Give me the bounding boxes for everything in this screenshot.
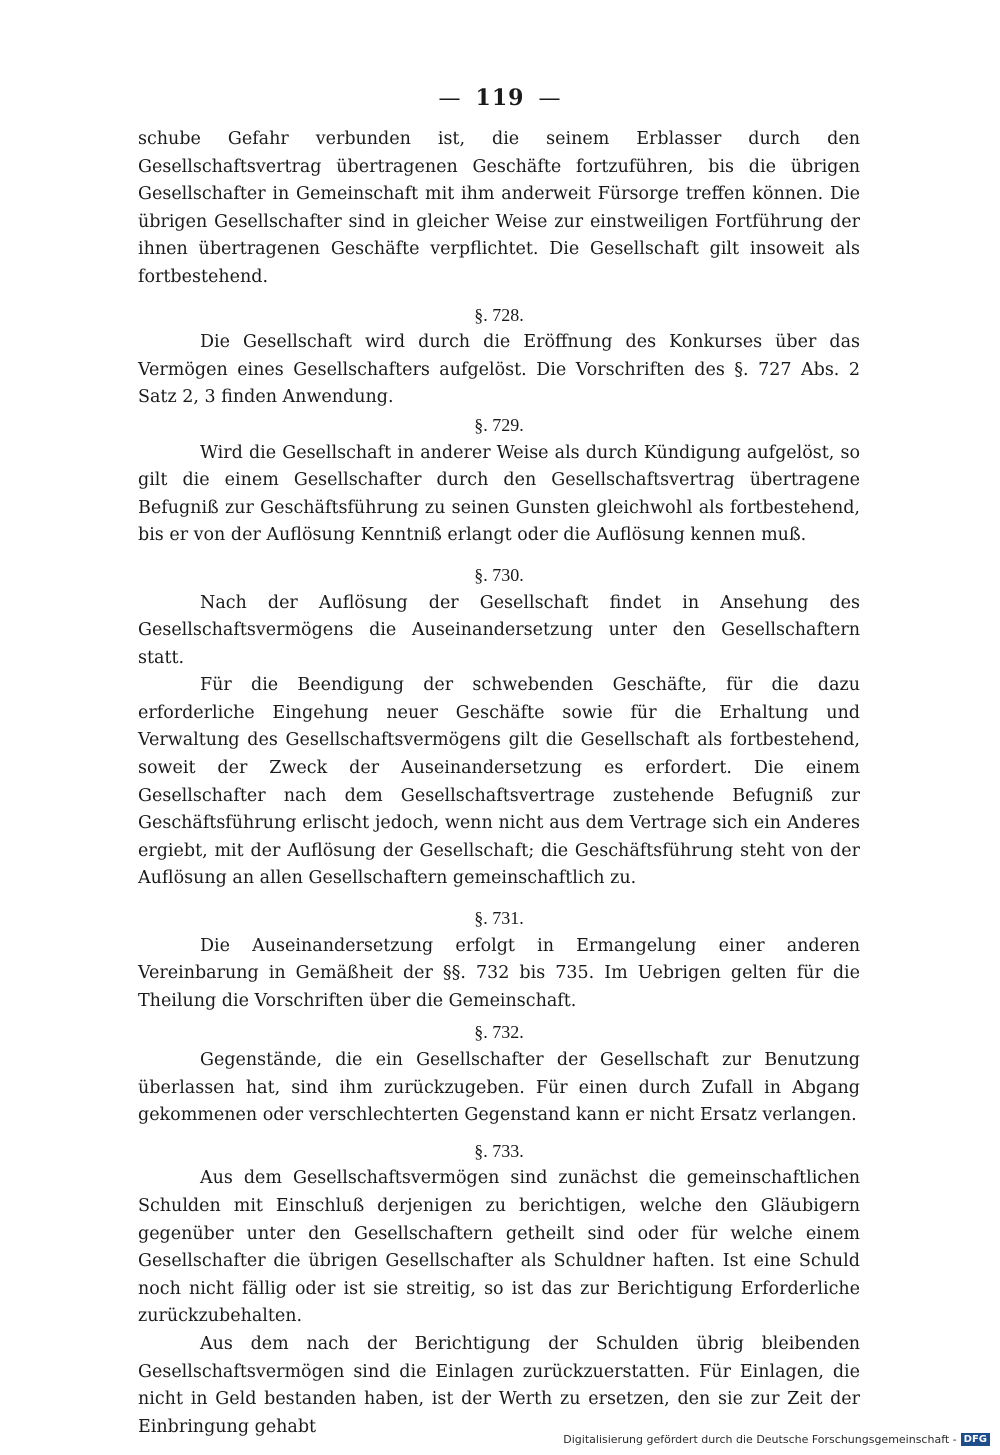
footer-credit-text: Digitalisierung gefördert durch die Deutsche Forschungsgemeinschaft - [563, 1433, 957, 1446]
digitization-footer [563, 1433, 990, 1446]
body-text [138, 126, 860, 1441]
section-heading-729: §. 729. [474, 414, 524, 435]
section-732-paragraph-1: Gegenstände, die ein Gesellschafter der Gesellschaft zur Benutzung überlassen hat, sind ihm zurückzugeben. Für einen durch Zufall in Abgang gekommenen oder verschlechterten Gegenstand kann er nicht Ersatz verlangen. [138, 1050, 860, 1126]
section-729-paragraph-1: Wird die Gesellschaft in anderer Weise als durch Kündigung aufgelöst, so gilt die einem Gesellschafter durch den Gesellschaftsvertrag übertragene Befugniß zur Geschäftsführung zu seinen Gunsten gleichwohl als fortbestehend, bis er von der Auflösung Kenntniß erlangt oder die Auflösung kennen muß. [138, 442, 860, 546]
section-728-paragraph-1: Die Gesellschaft wird durch die Eröffnung des Konkurses über das Vermögen eines Gesellschafters aufgelöst. Die Vorschriften des §. 727 Abs. 2 Satz 2, 3 finden Anwendung. [138, 332, 860, 408]
intro-paragraph: schube Gefahr verbunden ist, die seinem Erblasser durch den Gesellschaftsvertrag übertragenen Geschäfte fortzuführen, bis die übrigen Gesellschafter in Gemeinschaft mit ihm anderweit Fürsorge treffen können. Die übrigen Gesellschafter sind in gleicher Weise zur einstweiligen Fortführung der ihnen übertragenen Geschäfte verpflichtet. Die Gesellschaft gilt insoweit als fortbestehend. [138, 129, 860, 287]
section-heading-730: §. 730. [474, 564, 524, 585]
section-733-paragraph-1: Aus dem Gesellschaftsvermögen sind zunächst die gemeinschaftlichen Schulden mit Einschluß derjenigen zu berichtigen, welche den Gläubigern gegenüber unter den Gesellschaftern getheilt sind oder für welche einem Gesellschafter die übrigen Gesellschafter als Schuldner haften. Ist eine Schuld noch nicht fällig oder ist sie streitig, so ist das zur Berichtigung Erforderliche zurückzubehalten. [138, 1168, 860, 1327]
section-heading-732: §. 732. [474, 1022, 524, 1043]
section-730-paragraph-2: Für die Beendigung der schwebenden Geschäfte, für die dazu erforderliche Eingehung neuer Geschäfte sowie für die Erhaltung und Verwaltung des Gesellschaftsvermögens gilt die Gesellschaft als fortbestehend, soweit der Zweck der Auseinandersetzung es erfordert. Die einem Gesellschafter nach dem Gesellschaftsvertrage zustehende Befugniß zur Geschäftsführung erlischt jedoch, wenn nicht aus dem Vertrage sich ein Anderes ergiebt, mit der Auflösung der Gesellschaft; die Geschäftsführung steht von der Auflösung an allen Gesellschaftern gemeinschaftlich zu. [138, 675, 860, 889]
section-heading-733: §. 733. [474, 1140, 524, 1161]
page-number-dash-right: — [538, 86, 562, 111]
section-733-paragraph-2: Aus dem nach der Berichtigung der Schulden übrig bleibenden Gesellschaftsvermögen sind die Einlagen zurückzuerstatten. Für Einlagen, die nicht in Geld bestanden haben, ist der Werth zu ersetzen, den sie zur Zeit der Einbringung gehabt [138, 1333, 860, 1437]
section-731-paragraph-1: Die Auseinandersetzung erfolgt in Ermangelung einer anderen Vereinbarung in Gemäßheit der §§. 732 bis 735. Im Uebrigen gelten für die Theilung die Vorschriften über die Gemeinschaft. [138, 935, 860, 1011]
section-heading-731: §. 731. [474, 908, 524, 929]
page-number-dash-left: — [438, 86, 462, 111]
page-number: 119 [475, 85, 525, 111]
dfg-logo-icon: DFG [961, 1433, 990, 1446]
page-number-header [0, 85, 1000, 111]
section-730-paragraph-1: Nach der Auflösung der Gesellschaft findet in Ansehung des Gesellschaftsvermögens die Auseinandersetzung unter den Gesellschaftern statt. [138, 592, 860, 668]
section-heading-728: §. 728. [474, 304, 524, 325]
